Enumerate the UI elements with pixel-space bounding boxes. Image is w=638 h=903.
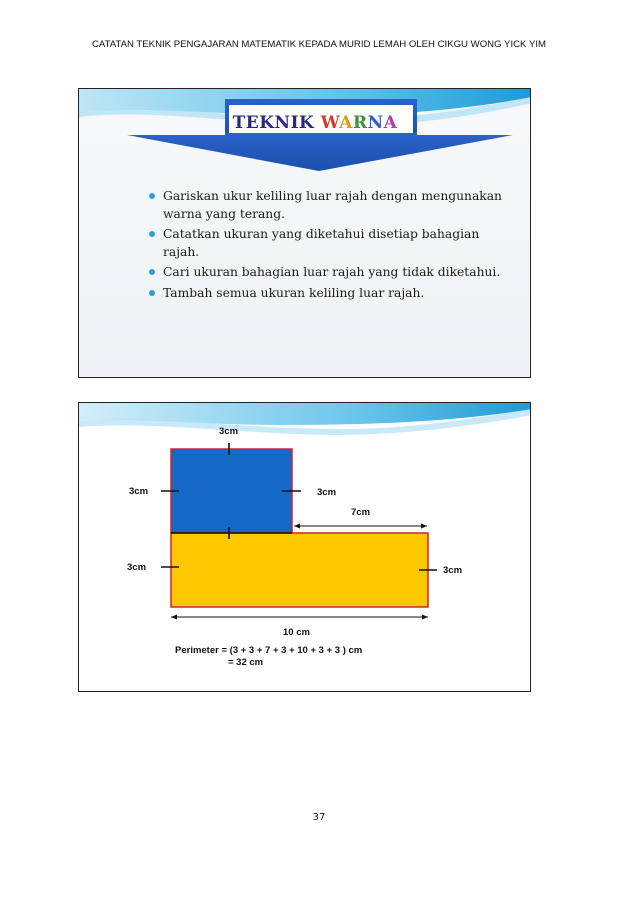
title-part: N <box>367 113 384 133</box>
title-arrow-banner <box>79 89 531 179</box>
title-part: R <box>352 113 368 133</box>
running-header: CATATAN TEKNIK PENGAJARAN MATEMATIK KEPADA MURID LEMAH OLEH CIKGU WONG YICK YIM <box>92 39 546 50</box>
label-right-upper: 3cm <box>317 487 337 498</box>
bullet-text: Tambah semua ukuran keliling luar rajah. <box>163 285 425 300</box>
perimeter-result: = 32 cm <box>228 657 264 668</box>
label-step: 7cm <box>351 507 371 518</box>
title-part: W <box>320 113 340 133</box>
bullet-item <box>149 188 509 223</box>
label-bottom: 10 cm <box>283 627 310 638</box>
slide-perimeter-diagram <box>78 402 531 692</box>
bullet-icon <box>149 269 155 275</box>
bullet-text: Catatkan ukuran yang diketahui disetiap bahagian rajah. <box>163 227 480 259</box>
bullet-item <box>149 285 509 303</box>
label-top: 3cm <box>219 426 239 437</box>
title-part: A <box>339 113 353 133</box>
bullet-list <box>149 188 509 305</box>
yellow-rectangle <box>171 533 428 607</box>
perimeter-formula: Perimeter = (3 + 3 + 7 + 3 + 10 + 3 + 3 ) cm <box>175 645 363 656</box>
bullet-text: Gariskan ukur keliling luar rajah dengan mengunakan warna yang terang. <box>163 189 502 221</box>
bullet-icon <box>149 231 155 237</box>
title-part: A <box>383 113 398 133</box>
perimeter-diagram <box>79 403 531 692</box>
slide-title <box>225 113 405 133</box>
label-left-lower: 3cm <box>127 562 147 573</box>
title-part: TEKNIK <box>232 113 321 133</box>
bullet-item <box>149 226 509 261</box>
slide-teknik-warna <box>78 88 531 378</box>
bullet-text: Cari ukuran bahagian luar rajah yang tidak diketahui. <box>163 265 501 279</box>
bullet-item <box>149 264 509 282</box>
blue-square <box>171 449 292 533</box>
label-right-lower: 3cm <box>443 565 463 576</box>
bullet-icon <box>149 193 155 199</box>
page-number: 37 <box>312 812 326 823</box>
label-left-upper: 3cm <box>129 486 149 497</box>
bullet-icon <box>149 290 155 296</box>
